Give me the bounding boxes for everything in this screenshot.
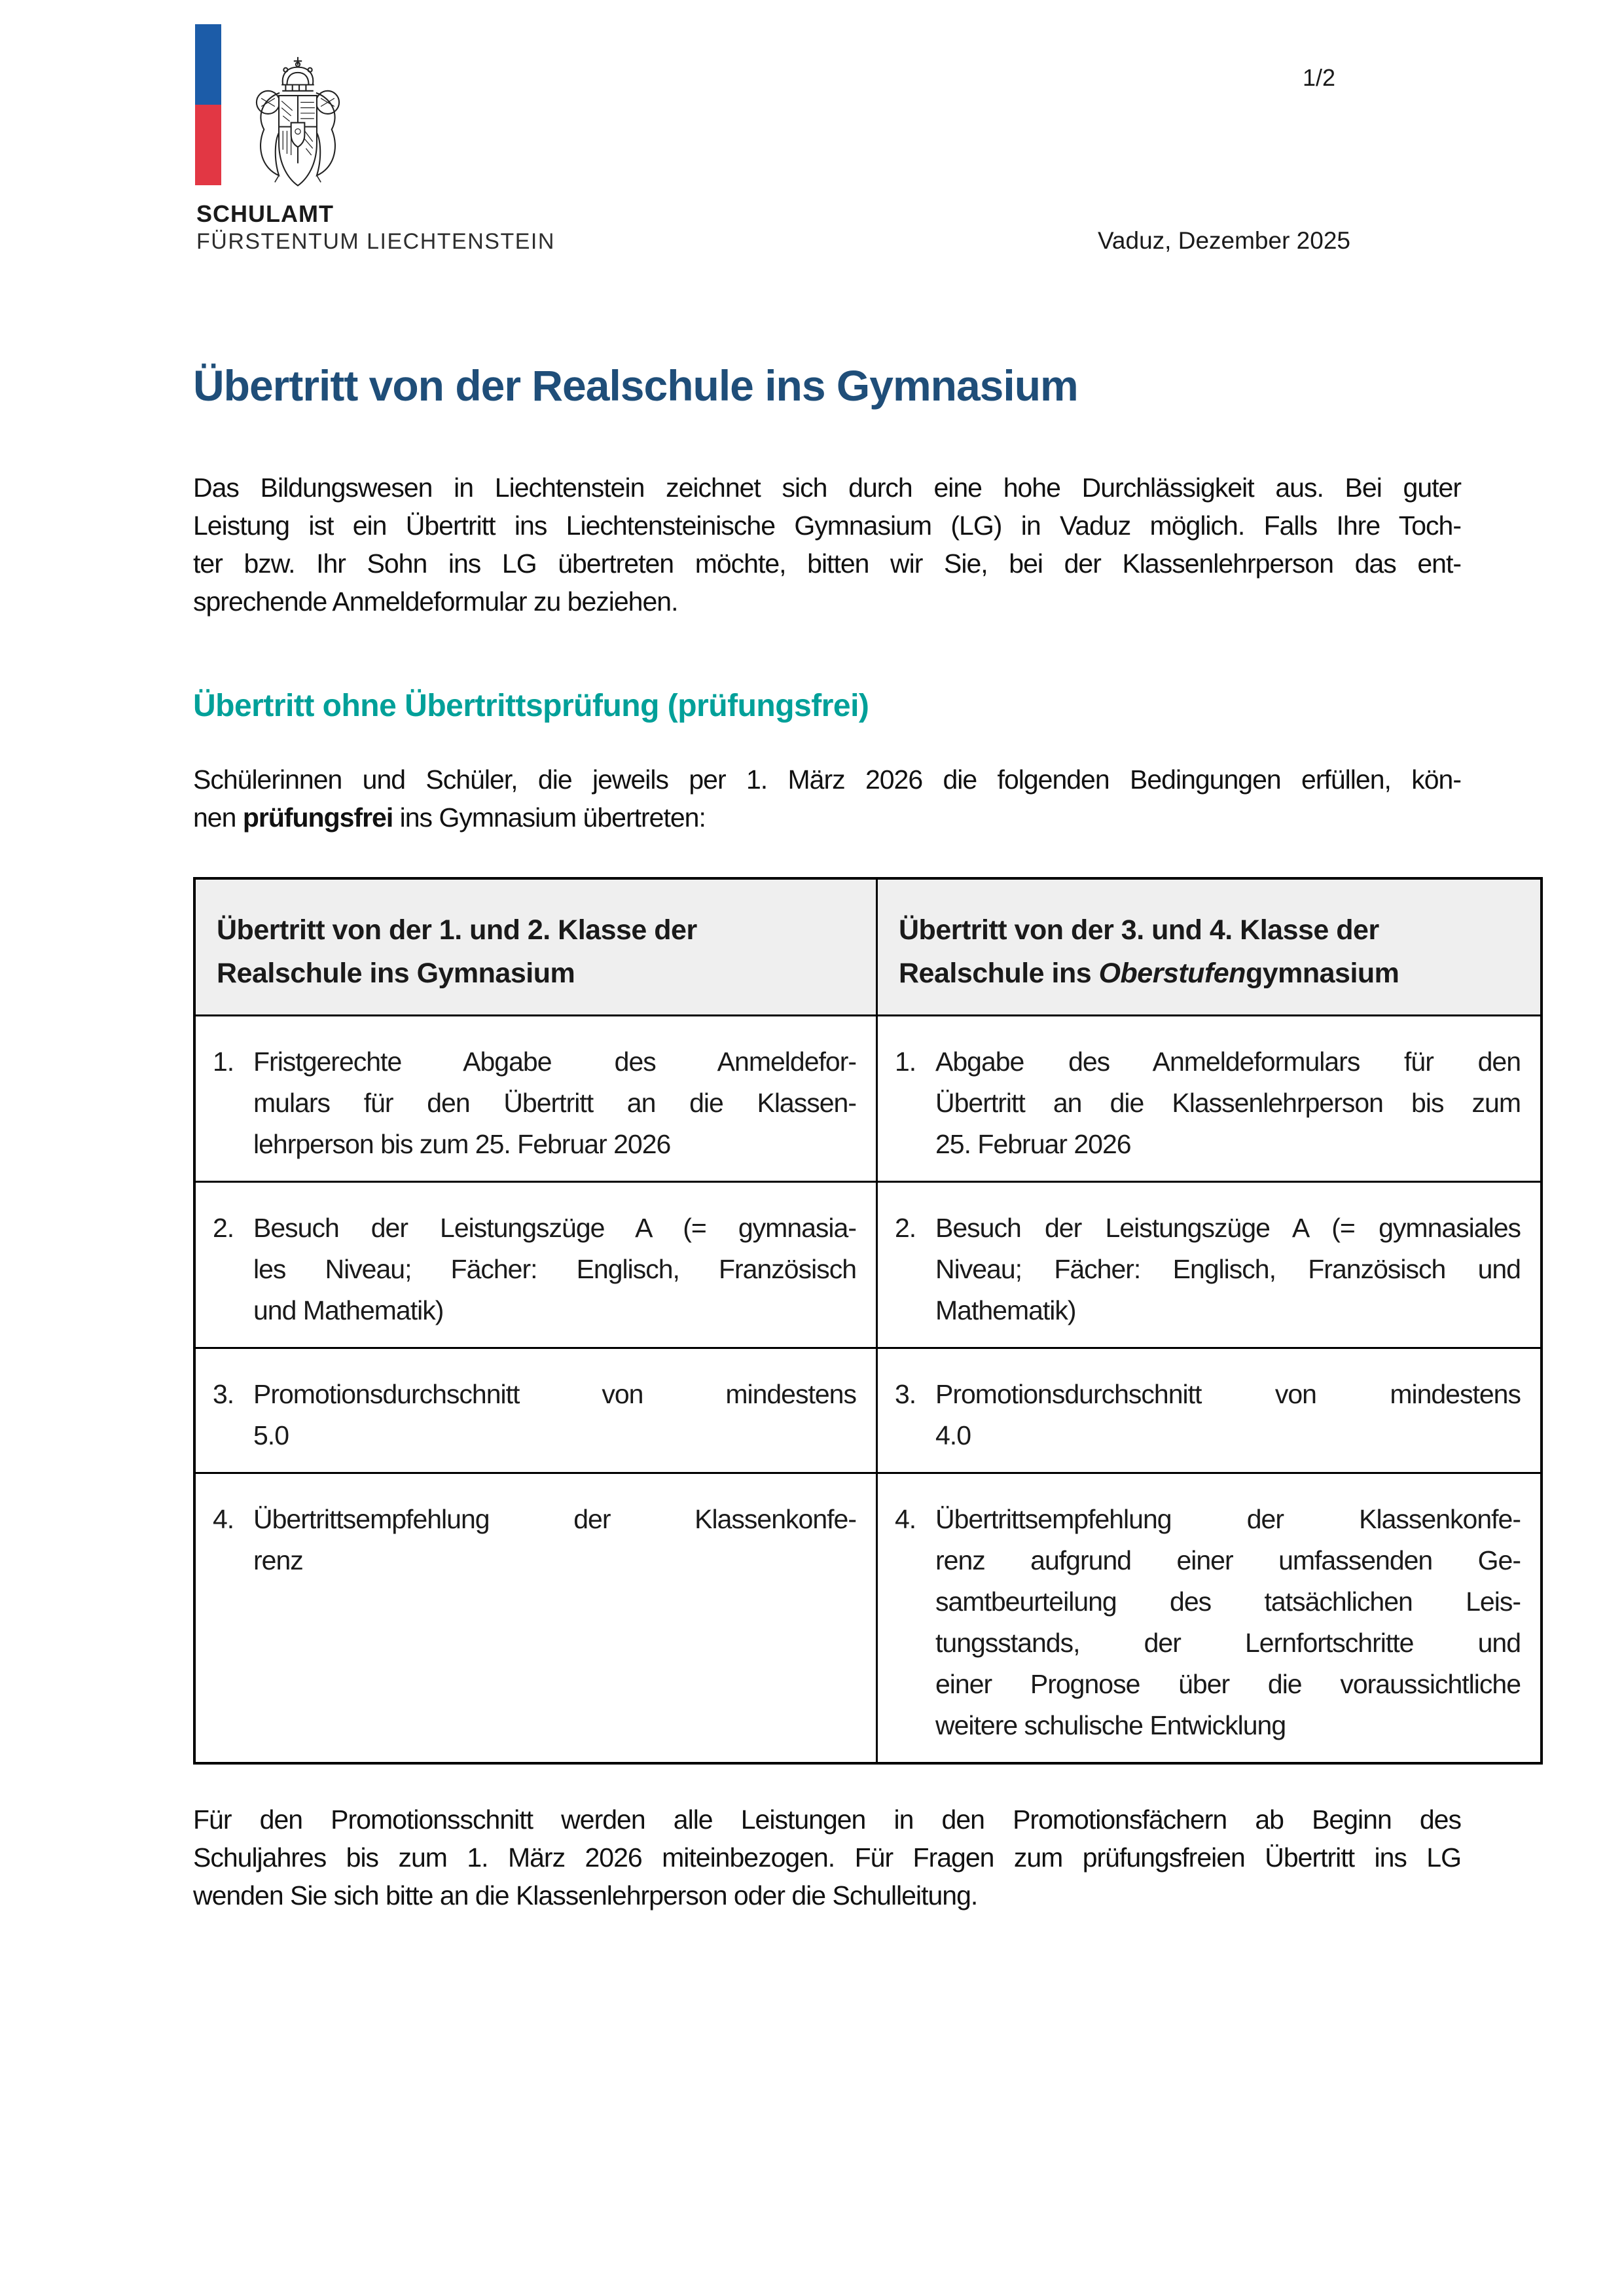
item-text: Fristgerechte Abgabe des Anmeldefor- mulars für den Übertritt an die Klassen- lehrperson bis zum 25. Februar 2026 xyxy=(253,1047,856,1159)
cell-r3-right xyxy=(877,1348,1542,1473)
table-row xyxy=(194,1348,1542,1473)
item-text: Besuch der Leistungszüge A (= gymnasia- les Niveau; Fächer: Englisch, Französisch und Mathematik) xyxy=(253,1213,856,1325)
lead-line-1: Schülerinnen und Schüler, die jeweils per 1. März 2026 die folgenden Bedingungen erfüllen, kön- xyxy=(193,764,1461,795)
org-name: SCHULAMT xyxy=(196,200,334,227)
item-number: 2. xyxy=(213,1213,234,1243)
cell-r2-left xyxy=(194,1182,877,1348)
item-text: Promotionsdurchschnitt von mindestens 5.0 xyxy=(253,1379,856,1450)
closing-paragraph: Für den Promotionsschnitt werden alle Leistungen in den Promotionsfächern ab Beginn des Schuljahres bis zum 1. März 2026 miteinbezogen. Für Fragen zum prüfungsfreien Übertritt ins LG wenden Sie sich bitte an die Klassenlehrperson oder die Schulleitung. xyxy=(193,1804,1461,1910)
logo-flag-bar-blue xyxy=(195,24,221,105)
logo-flag-bar xyxy=(195,24,221,185)
logo-flag-bar-red xyxy=(195,105,221,185)
cell-r2-right xyxy=(877,1182,1542,1348)
lead-paragraph xyxy=(193,761,1461,836)
coat-of-arms-icon xyxy=(244,55,352,194)
item-number: 3. xyxy=(213,1379,234,1409)
lead-line-2: nen prüfungsfrei ins Gymnasium übertreten: xyxy=(193,802,706,833)
cell-r1-right xyxy=(877,1016,1542,1182)
item-text: Übertrittsempfehlung der Klassenkonfe- renz aufgrund einer umfassenden Ge- samtbeurteilung des tatsächlichen Leis- tungsstands, der Lernfortschritte und einer Prognose über die voraussichtliche weitere schulische Entwicklung xyxy=(935,1504,1521,1740)
cell-r4-right xyxy=(877,1473,1542,1764)
item-number: 3. xyxy=(895,1379,916,1409)
table-row xyxy=(194,1473,1542,1764)
emphasis-oberstufen: Oberstufen xyxy=(1098,958,1246,989)
document-title: Übertritt von der Realschule ins Gymnasium xyxy=(193,361,1078,410)
dateline: Vaduz, Dezember 2025 xyxy=(1098,227,1350,254)
cell-r3-left xyxy=(194,1348,877,1473)
table-header-row xyxy=(194,878,1542,1016)
emphasis-pruefungsfrei: prüfungsfrei xyxy=(242,802,393,833)
logo-wordmark xyxy=(196,200,555,255)
table-row xyxy=(194,1016,1542,1182)
requirements-table xyxy=(193,877,1543,1765)
item-number: 4. xyxy=(213,1504,234,1534)
item-text: Besuch der Leistungszüge A (= gymnasiales Niveau; Fächer: Englisch, Französisch und Mathematik) xyxy=(935,1213,1521,1325)
item-text: Übertrittsempfehlung der Klassenkonfe- renz xyxy=(253,1504,856,1575)
section-heading: Übertritt ohne Übertrittsprüfung (prüfungsfrei) xyxy=(193,689,869,723)
item-number: 4. xyxy=(895,1504,916,1534)
item-number: 2. xyxy=(895,1213,916,1243)
page-number: 1/2 xyxy=(1302,64,1335,91)
table-row xyxy=(194,1182,1542,1348)
intro-paragraph: Das Bildungswesen in Liechtenstein zeichnet sich durch eine hohe Durchlässigkeit aus. Bei guter Leistung ist ein Übertritt ins Liechtensteinische Gymnasium (LG) in Vaduz möglich. Falls Ihre Toch- ter bzw. Ihr Sohn ins LG übertreten möchte, bitten wir Sie, bei der Klassenlehrperson das ent- sprechende Anmeldeformular zu beziehen. xyxy=(193,473,1461,617)
cell-r4-left xyxy=(194,1473,877,1764)
table-header-left: Übertritt von der 1. und 2. Klasse der Realschule ins Gymnasium xyxy=(194,878,877,1016)
item-text: Promotionsdurchschnitt von mindestens 4.0 xyxy=(935,1379,1521,1450)
cell-r1-left xyxy=(194,1016,877,1182)
item-number: 1. xyxy=(895,1047,916,1077)
item-number: 1. xyxy=(213,1047,234,1077)
item-text: Abgabe des Anmeldeformulars für den Übertritt an die Klassenlehrperson bis zum 25. Februar 2026 xyxy=(935,1047,1521,1159)
table-header-right: Übertritt von der 3. und 4. Klasse der Realschule ins Oberstufengymnasium xyxy=(877,878,1542,1016)
org-subtitle: FÜRSTENTUM LIECHTENSTEIN xyxy=(196,229,555,254)
